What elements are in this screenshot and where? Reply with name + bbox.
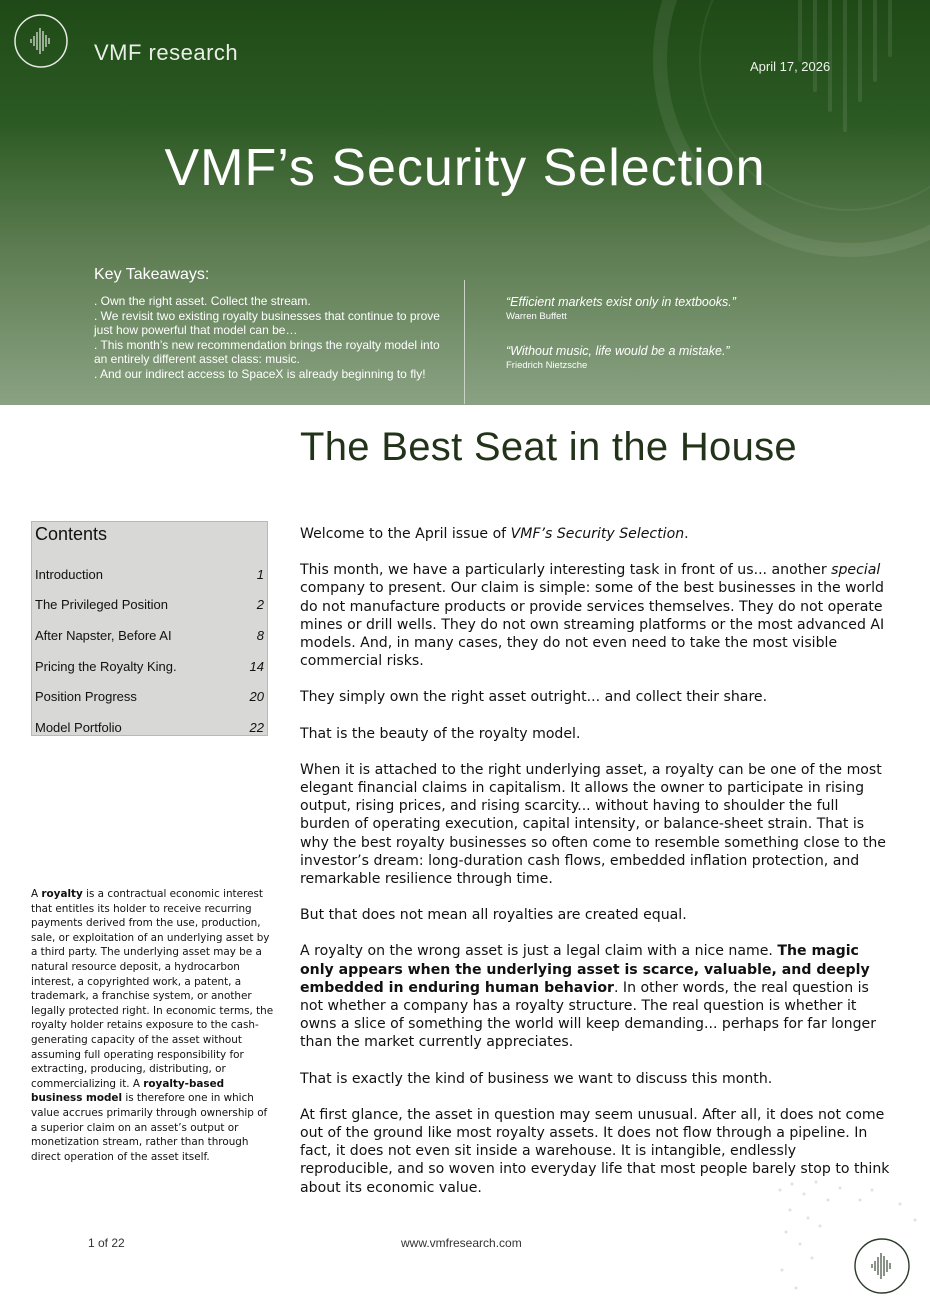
contents-title: Contents: [35, 524, 108, 544]
body-bold: The magic only appears when the underlying asset is scarce, valuable, and deeply embedded in enduring human behavior: [300, 943, 870, 996]
quote-1: [506, 295, 736, 322]
key-takeaways-title: Key Takeaways:: [94, 266, 210, 283]
sidenote-term: royalty: [41, 888, 83, 900]
toc-page: 14: [249, 659, 264, 674]
body-paragraph: At first glance, the asset in question may seem unusual. After all, it does not come out of the ground like most royalty assets. It does not flow through a pipeline. In fact, it does not even sit inside a warehouse. It is intangible, endlessly reproducible, and so woven into everyday life that most people barely stop to think about its economic value.: [300, 1106, 890, 1196]
toc-label: Pricing the Royalty King.: [35, 659, 177, 674]
toc-label: Introduction: [35, 567, 103, 582]
body-paragraph: That is the beauty of the royalty model.: [300, 725, 581, 742]
quote-2: [506, 344, 730, 371]
toc-item[interactable]: [35, 597, 264, 612]
sidenote-text: is a contractual economic interest that entitles its holder to receive recurring payments derived from the use, production, sale, or exploitation of an underlying asset by a third party. The underlying asset may be a natural resource deposit, a hydrocarbon interest, a copyrighted work, a patent, a trademark, a franchise system, or another legally protected right. In economic terms, the royalty holder retains exposure to the cash-generating capacity of the asset without assuming full operating responsibility for extracting, producing, distributing, or commercializing it. A: [31, 888, 274, 1090]
takeaway-item: . And our indirect access to SpaceX is already beginning to fly!: [94, 366, 426, 381]
sidenote-text: is therefore one in which value accrues primarily through ownership of a superior claim on an asset’s output or monetization stream, rather than through direct operation of the asset itself.: [31, 1092, 268, 1163]
body-paragraph: That is exactly the kind of business we want to discuss this month.: [300, 1070, 773, 1087]
body-paragraph: [300, 942, 892, 1051]
quote-author: Warren Buffett: [506, 311, 567, 322]
article-title: The Best Seat in the House: [300, 425, 797, 469]
body-text: A royalty on the wrong asset is just a legal claim with a nice name.: [300, 943, 778, 960]
toc-item[interactable]: [35, 659, 264, 674]
toc-label: Position Progress: [35, 689, 137, 704]
body-paragraph: They simply own the right asset outright... and collect their share.: [300, 689, 768, 706]
toc-label: The Privileged Position: [35, 597, 168, 612]
sidenote-term: royalty-based business model: [31, 1077, 225, 1105]
quote-text: “Without music, life would be a mistake.”: [506, 344, 730, 358]
contents-box: [31, 521, 268, 736]
toc-item[interactable]: [35, 567, 264, 582]
quote-text: “Efficient markets exist only in textbooks.”: [506, 295, 736, 309]
page-number: 1 of 22: [88, 1236, 125, 1250]
website-link[interactable]: www.vmfresearch.com: [401, 1236, 522, 1250]
takeaway-item: . Own the right asset. Collect the stream.: [94, 294, 311, 308]
toc-page: 8: [256, 628, 264, 643]
takeaway-item: . This month’s new recommendation brings the royalty model into an entirely different asset class: music.: [94, 337, 440, 367]
article-body: [300, 525, 892, 1215]
body-emphasis: special: [831, 562, 881, 579]
quote-author: Friedrich Nietzsche: [506, 360, 588, 371]
publication-title: VMF’s Security Selection: [164, 139, 766, 197]
key-takeaways-list: [94, 294, 444, 382]
toc-page: 20: [249, 689, 264, 704]
toc-page: 22: [249, 720, 264, 735]
toc-page: 2: [256, 597, 264, 612]
toc-item[interactable]: [35, 689, 264, 704]
toc-label: Model Portfolio: [35, 720, 122, 735]
vmf-logo-icon: [12, 12, 70, 70]
toc-label: After Napster, Before AI: [35, 628, 172, 643]
vertical-divider: [464, 280, 465, 404]
body-paragraph: [300, 561, 892, 670]
body-text: This month, we have a particularly interesting task in front of us... another: [300, 562, 832, 579]
body-text: .: [684, 526, 689, 542]
body-text: . In other words, the real question is not whether a company has a royalty structure. The real question is whether it owns a slice of something the world will keep demanding... perhaps for far longer than the market currently appreciates.: [300, 979, 877, 1051]
body-paragraph: [300, 525, 892, 543]
body-text: Welcome to the April issue of: [300, 526, 511, 542]
body-paragraph: But that does not mean all royalties are created equal.: [300, 907, 687, 924]
brand-name: VMF research: [94, 40, 239, 65]
body-emphasis: VMF’s Security Selection: [510, 526, 685, 542]
sidenote-text: A: [31, 888, 42, 900]
corner-logo-icon: [760, 1170, 930, 1316]
toc-page: 1: [256, 567, 264, 582]
issue-date: April 17, 2026: [750, 59, 831, 74]
toc-item[interactable]: [35, 628, 264, 643]
body-text: company to present. Our claim is simple: some of the best businesses in the world do not manufacture products or provide services themselves. They do not operate mines or drill wells. They do not own streaming platforms or the most advanced AI models. And, in many cases, they do not even need to take the most visible commercial risks.: [300, 580, 885, 670]
takeaway-item: . We revisit two existing royalty businesses that continue to prove just how powerful that model can be…: [94, 308, 440, 338]
toc-item[interactable]: [35, 720, 264, 735]
body-paragraph: When it is attached to the right underlying asset, a royalty can be one of the most elegant financial claims in capitalism. It allows the owner to participate in rising output, rising prices, and rising scarcity... without having to shoulder the full burden of operating execution, capital intensity, or balance-sheet strain. That is why the best royalty businesses so often come to resemble something close to the investor’s dream: long-duration cash flows, embedded inflation protection, and remarkable resilience through time.: [300, 761, 886, 888]
royalty-definition-sidenote: [31, 887, 275, 1164]
header-banner: [0, 0, 930, 405]
